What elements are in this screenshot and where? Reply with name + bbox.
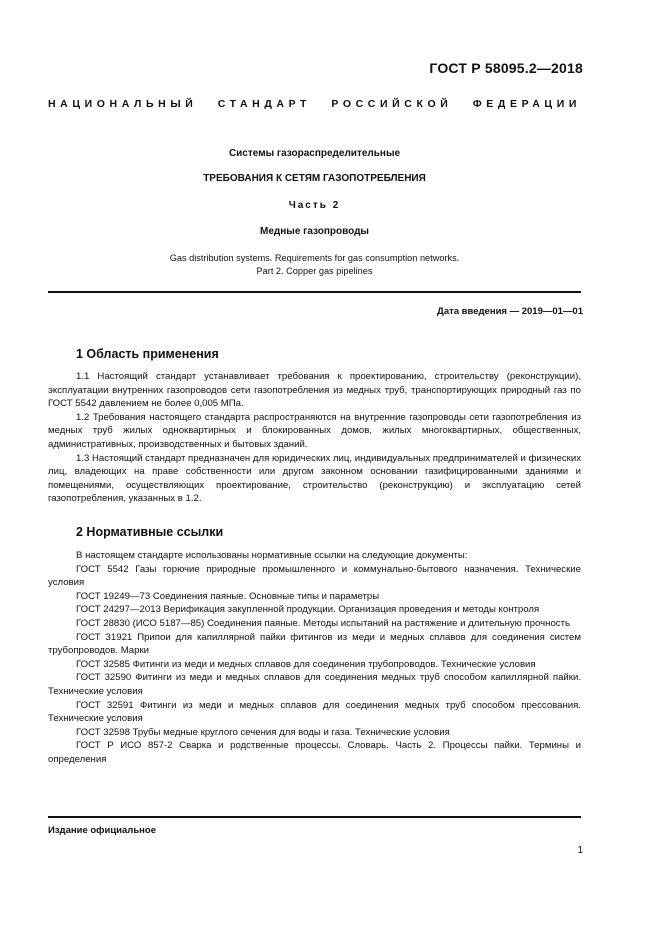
official-edition: Издание официальное	[48, 825, 156, 836]
english-title-line-1: Gas distribution systems. Requirements for gas consumption networks.	[169, 253, 460, 263]
reference-item: ГОСТ 24297—2013 Верификация закупленной продукции. Организация проведения и методы контроля	[76, 604, 540, 616]
reference-item: ГОСТ 32585 Фитинги из меди и медных сплавов для соединения трубопроводов. Технические условия	[76, 658, 536, 670]
english-title-line-2: Part 2. Copper gas pipelines	[256, 266, 373, 276]
paragraph-1-2: 1.2 Требования настоящего стандарта распространяются на внутренние газопроводы сети газопотребления из медных труб жилых одноквартирных и блокированных домов, жилых многоквартирных, общественных, административных, производственных и бытовых зданий.	[48, 411, 581, 450]
section-1-heading: 1 Область применения	[76, 347, 219, 361]
reference-item: ГОСТ 5542 Газы горючие природные промышленного и коммунально-бытового назначения. Технические условия	[48, 563, 581, 589]
reference-item: ГОСТ 32591 Фитинги из меди и медных сплавов для соединения медных труб способом прессования. Технические условия	[48, 699, 581, 725]
title-subtitle: Медные газопроводы	[260, 226, 369, 237]
reference-item: ГОСТ 28830 (ИСО 5187—85) Соединения паяные. Методы испытаний на растяжение и длительную прочность	[76, 617, 570, 629]
reference-item: ГОСТ 32590 Фитинги из меди и медных сплавов для соединения медных труб способом капиллярной пайки. Технические условия	[48, 672, 581, 697]
reference-item: ГОСТ 19249—73 Соединения паяные. Основные типы и параметры	[76, 590, 380, 602]
references-intro: В настоящем стандарте использованы нормативные ссылки на следующие документы:	[76, 550, 468, 561]
footer-divider	[48, 816, 581, 818]
title-line-2: ТРЕБОВАНИЯ К СЕТЯМ ГАЗОПОТРЕБЛЕНИЯ	[203, 173, 426, 184]
page-number: 1	[577, 845, 583, 856]
reference-item: ГОСТ 32598 Трубы медные круглого сечения для воды и газа. Технические условия	[76, 726, 450, 738]
national-standard-line: НАЦИОНАЛЬНЫЙ СТАНДАРТ РОССИЙСКОЙ ФЕДЕРАЦИИ	[48, 98, 581, 110]
paragraph-1-1: 1.1 Настоящий стандарт устанавливает требования к проектированию, строительству (реконструкции), эксплуатации внутренних газопроводов сети газопотребления из медных труб, транспортирующих природный газ по ГОСТ 5542 давлением не более 0,005 МПа.	[48, 371, 581, 410]
section-1-body	[48, 370, 581, 506]
introduction-date: Дата введения — 2019—01—01	[437, 306, 583, 317]
section-2-heading: 2 Нормативные ссылки	[76, 525, 224, 539]
header-divider	[48, 291, 581, 293]
paragraph-1-3: 1.3 Настоящий стандарт предназначен для юридических лиц, индивидуальных предпринимателей и физических лиц, владеющих на праве собственности или другом законном основании газифицированными зданиями и помещениями, осуществляющих проектирование, строительство (реконструкцию) и эксплуатацию сетей газопотребления, указанных в 1.2.	[48, 452, 581, 505]
reference-item: ГОСТ 31921 Припои для капиллярной пайки фитингов из меди и медных сплавов для соединения систем трубопроводов. Марки	[48, 631, 581, 657]
section-2-body	[48, 549, 581, 767]
title-line-1: Системы газораспределительные	[228, 148, 401, 159]
standard-number: ГОСТ Р 58095.2—2018	[429, 60, 583, 76]
reference-item: ГОСТ Р ИСО 857-2 Сварка и родственные процессы. Словарь. Часть 2. Процессы пайки. Термины и определения	[48, 740, 581, 765]
title-part: Часть 2	[288, 200, 341, 211]
